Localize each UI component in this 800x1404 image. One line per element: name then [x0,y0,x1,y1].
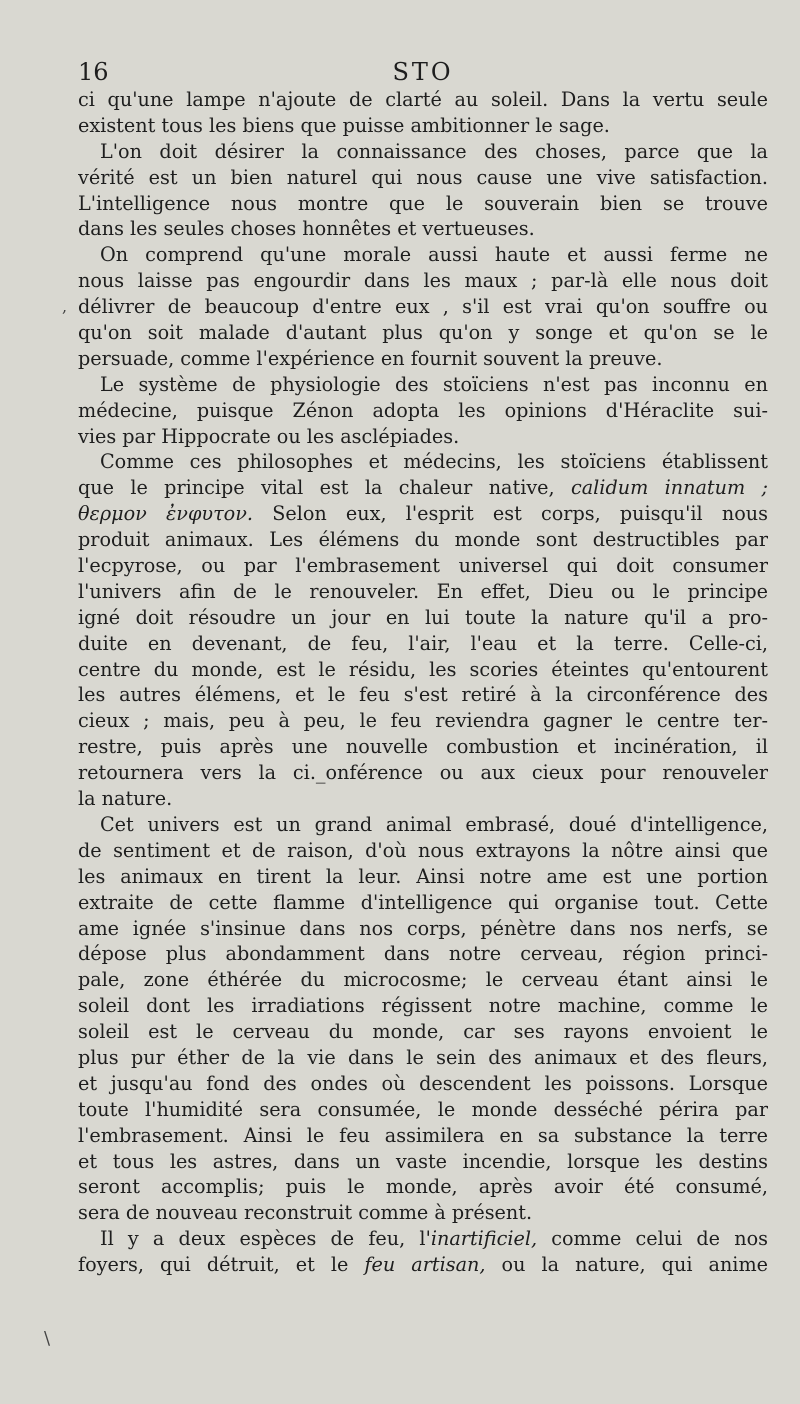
text-span: duite en devenant, de feu, l'air, l'eau et la terre. Celle-ci, [78,631,768,655]
text-span: ame ignée s'insinue dans nos corps, pénètre dans nos nerfs, se [78,916,768,940]
text-line [78,708,768,734]
running-head: STO [392,58,454,86]
body-text [78,87,768,1278]
text-span: extraite de cette flamme d'intelligence qui organise tout. Cette [78,890,768,914]
italic-span: calidum innatum ; [570,476,768,500]
text-line [78,320,768,346]
text-span: retournera vers la ci._onférence ou aux cieux pour renouveler [78,761,768,785]
text-span: soleil dont les irradiations régissent notre machine, comme le [78,994,768,1018]
text-line [78,631,768,657]
text-span: dépose plus abondamment dans notre cerveau, région princi- [78,942,768,966]
text-line [78,87,768,113]
text-span: la nature. [78,787,173,811]
text-span: comme celui de nos [537,1227,768,1251]
text-span: délivrer de beaucoup d'entre eux , s'il est vrai qu'on souffre ou [78,295,768,319]
text-span: produit animaux. Les élémens du monde sont destructibles par [78,528,768,552]
text-span: dans les seules choses honnêtes et vertueuses. [78,217,535,241]
text-line [78,501,768,527]
text-line [78,786,768,812]
text-line [78,113,768,139]
text-span: persuade, comme l'expérience en fournit souvent la preuve. [78,346,663,370]
text-line [78,941,768,967]
text-line [78,916,768,942]
text-span: foyers, qui détruit, et le [78,1253,365,1277]
text-line [78,475,768,501]
text-span: Il y a deux espèces de feu, l' [100,1227,431,1251]
text-line [78,1226,768,1252]
text-span: On comprend qu'une morale aussi haute et aussi ferme ne [100,243,768,267]
text-line [78,1252,768,1278]
text-span: Comme ces philosophes et médecins, les stoïciens établissent [100,450,768,474]
text-line [78,890,768,916]
text-line [78,139,768,165]
text-line [78,294,768,320]
text-line [78,682,768,708]
text-line [78,1149,768,1175]
text-line [78,424,768,450]
text-line [78,1097,768,1123]
text-span: L'intelligence nous montre que le souverain bien se trouve [78,191,768,215]
text-span: et jusqu'au fond des ondes où descendent les poissons. Lorsque [78,1071,768,1095]
text-line [78,268,768,294]
text-line [78,1071,768,1097]
margin-mark: \ [44,1328,51,1349]
text-span: qu'on soit malade d'autant plus qu'on y songe et qu'on se le [78,321,768,345]
text-line [78,553,768,579]
text-span: vérité est un bien naturel qui nous cause une vive satisfaction. [78,165,768,189]
text-span: l'univers afin de le renouveler. En effet, Dieu ou le principe [78,579,768,603]
text-line [78,449,768,475]
text-span: sera de nouveau reconstruit comme à présent. [78,1201,533,1225]
text-span: restre, puis après une nouvelle combustion et incinération, il [78,735,768,759]
text-span: ou la nature, qui anime [485,1253,768,1277]
text-line [78,967,768,993]
text-span: l'ecpyrose, ou par l'embrasement universel qui doit consumer [78,554,768,578]
text-line [78,398,768,424]
text-line [78,216,768,242]
italic-span: inartificiel, [430,1227,538,1251]
text-line [78,838,768,864]
text-line [78,657,768,683]
text-span: Cet univers est un grand animal embrasé, doué d'intelligence, [100,812,768,836]
text-line [78,242,768,268]
text-line [78,1174,768,1200]
italic-span: θερμον ἐνφυτον. [78,502,253,526]
text-span: médecine, puisque Zénon adopta les opinions d'Héraclite sui- [78,398,768,422]
text-span: plus pur éther de la vie dans le sein des animaux et des fleurs, [78,1045,768,1069]
text-span: seront accomplis; puis le monde, après avoir été consumé, [78,1175,768,1199]
text-line [78,372,768,398]
text-line [78,1123,768,1149]
text-span: Le système de physiologie des stoïciens n'est pas inconnu en [100,372,768,396]
text-span: Selon eux, l'esprit est corps, puisqu'il nous [253,502,768,526]
text-span: igné doit résoudre un jour en lui toute la nature qu'il a pro- [78,605,768,629]
text-line [78,579,768,605]
text-span: toute l'humidité sera consumée, le monde desséché périra par [78,1097,768,1121]
text-line [78,1019,768,1045]
text-span: vies par Hippocrate ou les asclépiades. [78,424,460,448]
text-line [78,527,768,553]
text-span: que le principe vital est la chaleur native, [78,476,571,500]
text-span: de sentiment et de raison, d'où nous extrayons la nôtre ainsi que [78,838,768,862]
italic-span: feu artisan, [364,1253,486,1277]
text-line [78,1200,768,1226]
text-span: nous laisse pas engourdir dans les maux ; par-là elle nous doit [78,269,768,293]
text-line [78,734,768,760]
margin-mark: , [62,297,68,316]
text-span: centre du monde, est le résidu, les scories éteintes qu'entourent [78,657,768,681]
text-span: cieux ; mais, peu à peu, le feu reviendra gagner le centre ter- [78,709,768,733]
page-number: 16 [78,58,109,86]
text-line [78,165,768,191]
text-span: les autres élémens, et le feu s'est retiré à la circonférence des [78,683,768,707]
text-line [78,1045,768,1071]
text-span: existent tous les biens que puisse ambitionner le sage. [78,113,610,137]
text-line [78,346,768,372]
text-span: et tous les astres, dans un vaste incendie, lorsque les destins [78,1149,768,1173]
text-line [78,605,768,631]
text-line [78,760,768,786]
text-line [78,864,768,890]
text-line [78,993,768,1019]
text-span: l'embrasement. Ainsi le feu assimilera en sa substance la terre [78,1123,768,1147]
text-span: pale, zone éthérée du microcosme; le cerveau étant ainsi le [78,968,768,992]
text-span: soleil est le cerveau du monde, car ses rayons envoient le [78,1020,768,1044]
text-line [78,812,768,838]
text-span: ci qu'une lampe n'ajoute de clarté au soleil. Dans la vertu seule [78,88,768,111]
text-span: L'on doit désirer la connaissance des choses, parce que la [100,139,768,163]
text-span: les animaux en tirent la leur. Ainsi notre ame est une portion [78,864,768,888]
page-header [78,56,768,88]
text-line [78,191,768,217]
